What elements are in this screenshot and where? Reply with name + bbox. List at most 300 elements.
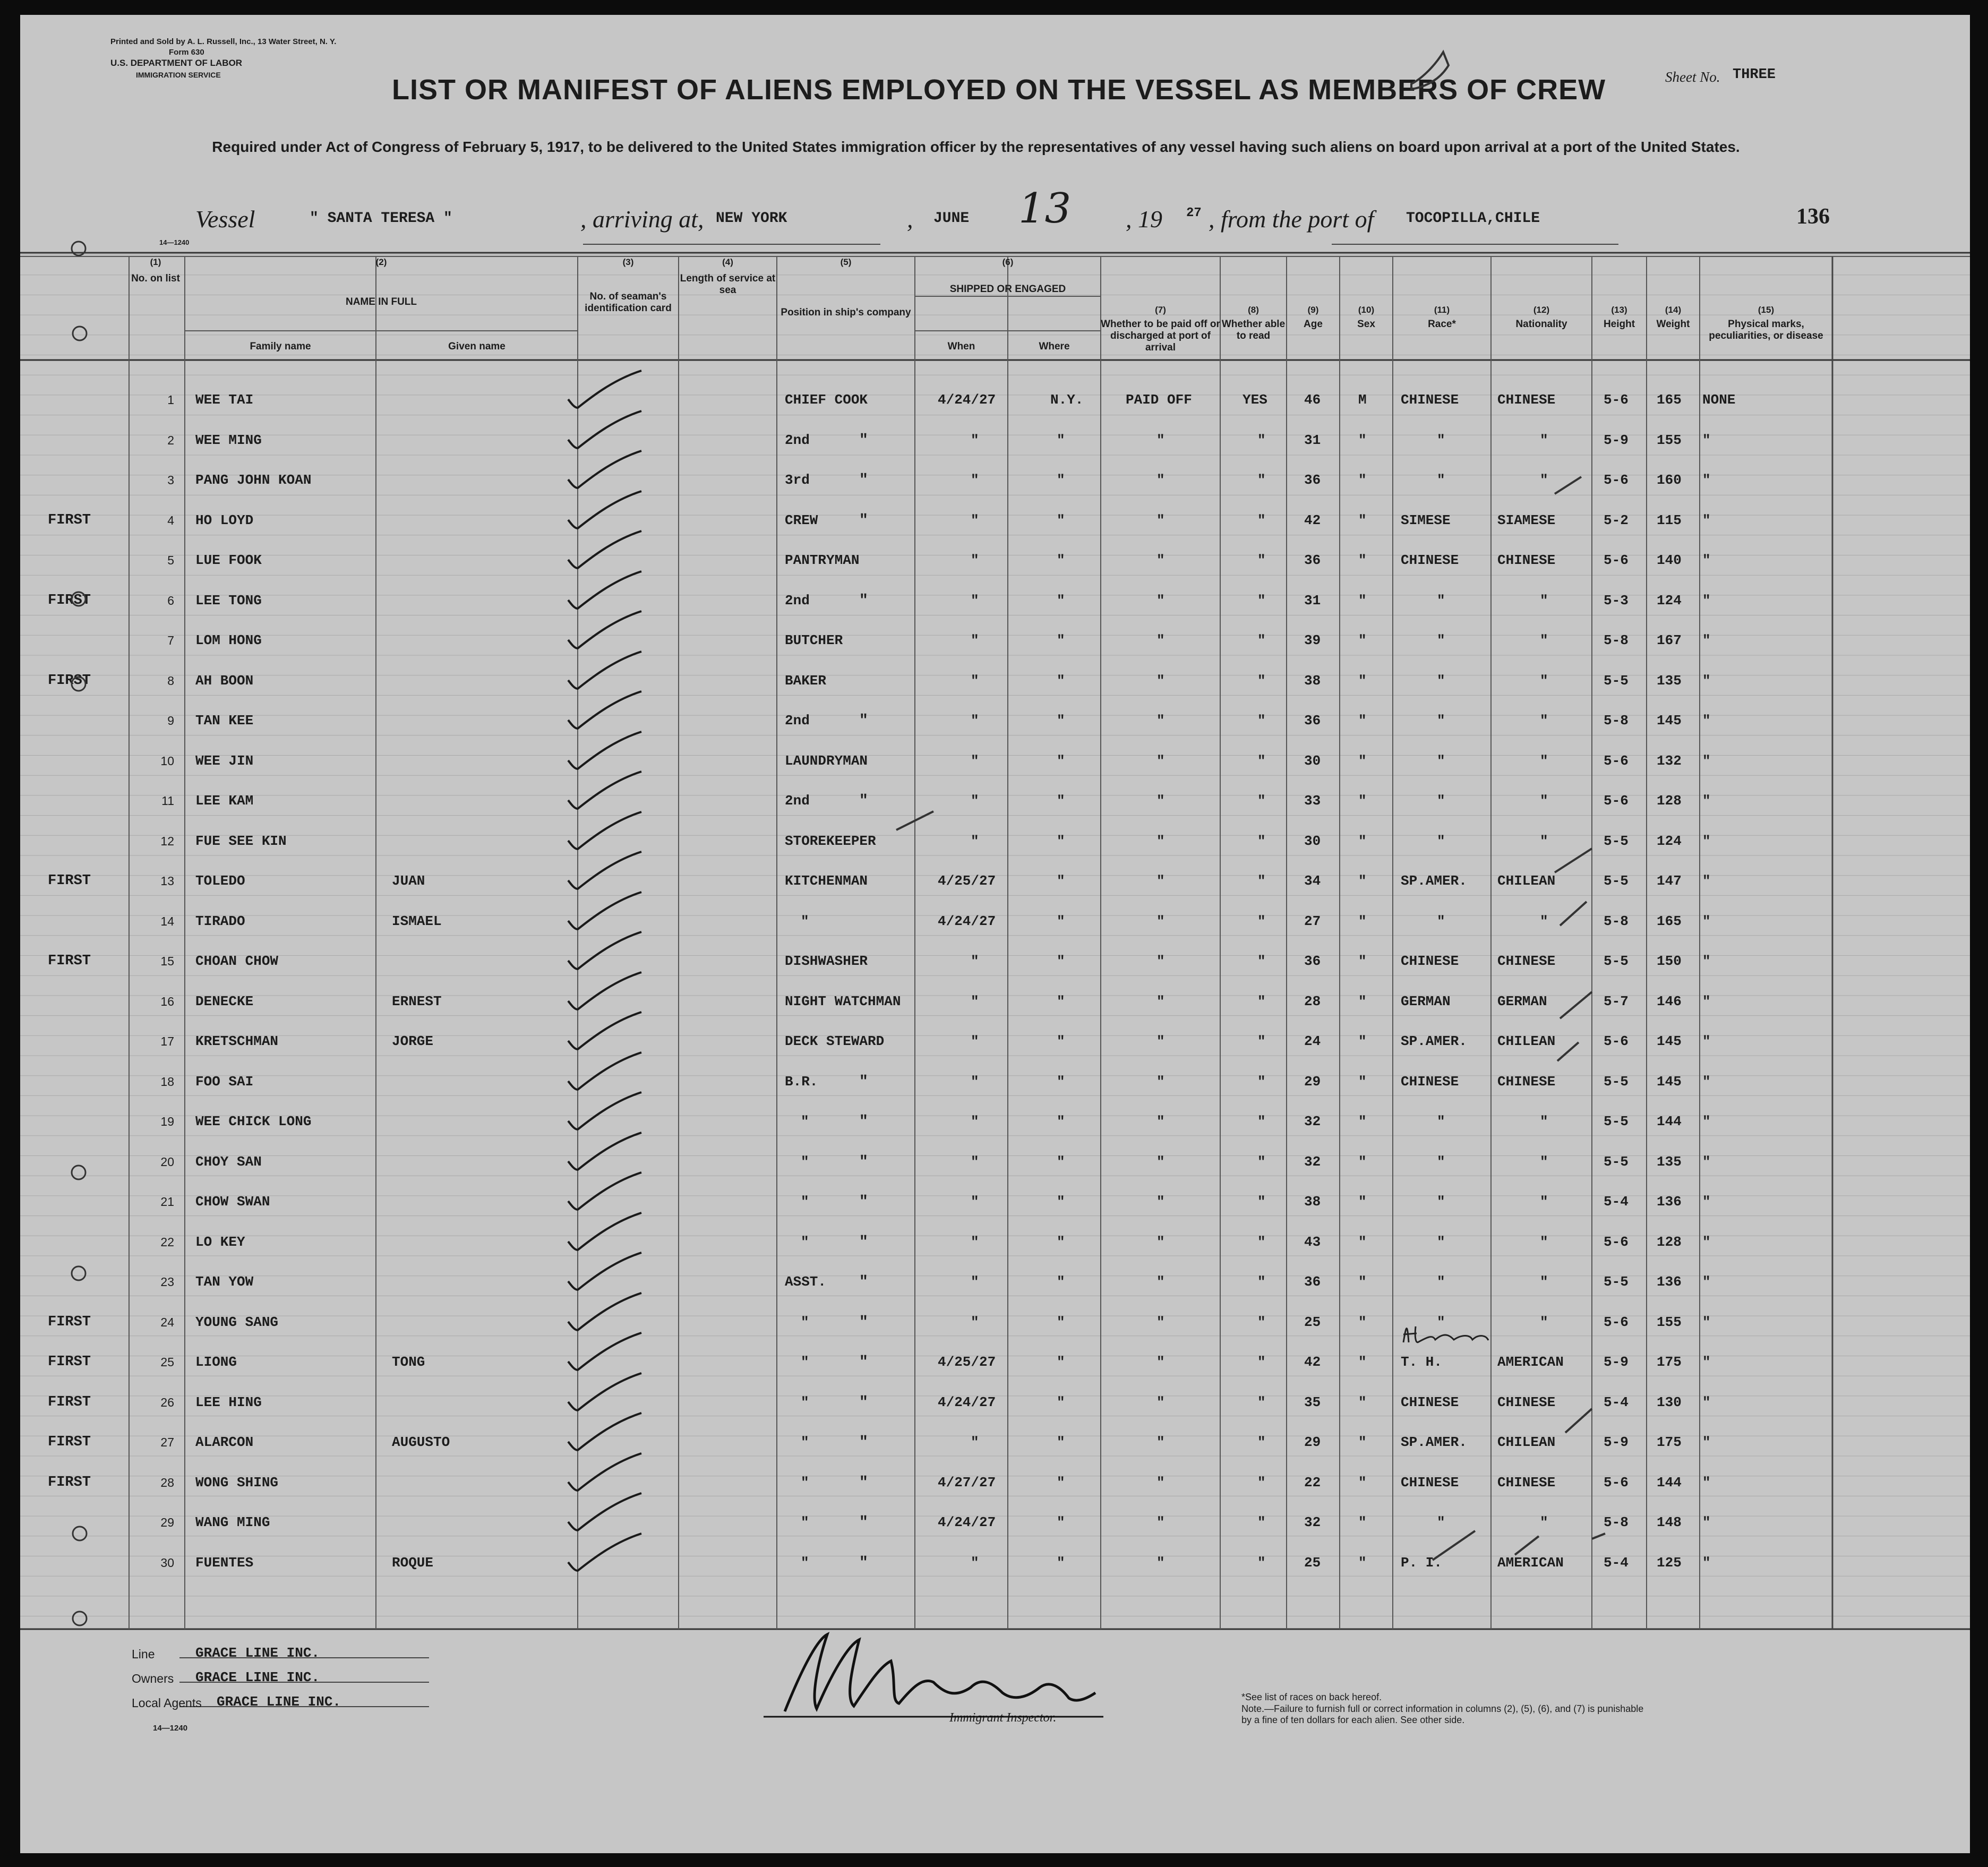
family-name: AH BOON — [195, 672, 254, 689]
position: " — [801, 1354, 809, 1370]
nationality: " — [1540, 1114, 1548, 1129]
position: CREW — [785, 512, 818, 528]
family-name: LEE KAM — [195, 793, 254, 809]
family-name: CHOW SWAN — [195, 1194, 270, 1210]
colhead-where: Where — [1039, 341, 1070, 352]
paid-off: " — [1156, 1514, 1165, 1530]
family-name: FOO SAI — [195, 1073, 254, 1090]
weight: 165 — [1657, 913, 1682, 929]
shipped-when: " — [971, 672, 979, 689]
height: 5-5 — [1604, 1274, 1629, 1290]
nationality: " — [1540, 713, 1548, 729]
margin-note: FIRST — [48, 1394, 91, 1410]
weight: 146 — [1657, 993, 1682, 1009]
form-number: Form 630 — [169, 48, 204, 57]
requirement-text: Required under Act of Congress of February 5, 1917, to be delivered to the United States immigration officer by the representatives of any vessel having such aliens on board upon arrival at a port of the United States. — [212, 139, 1740, 155]
shipped-where: " — [1057, 873, 1065, 889]
colnum-1: (1) — [150, 257, 161, 267]
paid-off: " — [1156, 1234, 1165, 1250]
sex: " — [1358, 432, 1367, 448]
paid-off: " — [1156, 1434, 1165, 1450]
physical-marks: " — [1702, 1114, 1711, 1129]
row-number: 23 — [160, 1275, 174, 1289]
shipped-when: 4/24/27 — [938, 1394, 996, 1410]
age: 36 — [1304, 1274, 1321, 1290]
race: " — [1437, 472, 1445, 488]
given-name: JORGE — [392, 1033, 434, 1049]
paid-off: " — [1156, 1354, 1165, 1370]
paid-off: " — [1156, 472, 1165, 488]
age: 25 — [1304, 1314, 1321, 1330]
given-name: AUGUSTO — [392, 1434, 450, 1450]
height: 5-8 — [1604, 913, 1629, 929]
position: B.R. — [785, 1073, 818, 1090]
shipped-where: N.Y. — [1050, 392, 1084, 408]
age: 24 — [1304, 1033, 1321, 1049]
physical-marks: " — [1702, 1394, 1711, 1410]
shipped-where: " — [1057, 953, 1065, 969]
arrival-day: 13 — [1018, 185, 1072, 233]
inspector-label: Immigrant Inspector. — [949, 1711, 1057, 1725]
age: 31 — [1304, 432, 1321, 448]
shipped-when: 4/24/27 — [938, 392, 996, 408]
shipped-when: " — [971, 1073, 979, 1090]
race: " — [1437, 1114, 1445, 1129]
position: " — [801, 1514, 809, 1530]
physical-marks: " — [1702, 833, 1711, 849]
height: 5-6 — [1604, 472, 1629, 488]
shipped-where: " — [1057, 552, 1065, 568]
shipped-where: " — [1057, 1394, 1065, 1410]
row-number: 29 — [160, 1515, 174, 1529]
sex: " — [1358, 713, 1367, 729]
sex: " — [1358, 1033, 1367, 1049]
family-name: KRETSCHMAN — [195, 1033, 279, 1049]
comma-1: , — [907, 205, 913, 233]
sex: " — [1358, 472, 1367, 488]
nationality: " — [1540, 1314, 1548, 1330]
able-to-read: " — [1257, 1514, 1266, 1530]
shipped-when: " — [971, 993, 979, 1009]
row-number: 5 — [167, 553, 174, 567]
age: 39 — [1304, 632, 1321, 648]
position-ditto: " — [859, 793, 868, 809]
shipped-where: " — [1057, 632, 1065, 648]
physical-marks: " — [1702, 1153, 1711, 1170]
position-ditto: " — [859, 1073, 868, 1090]
position: LAUNDRYMAN — [785, 752, 868, 769]
physical-marks: " — [1702, 1073, 1711, 1090]
age: 27 — [1304, 913, 1321, 929]
shipped-where: " — [1057, 1554, 1065, 1571]
row-number: 12 — [160, 834, 174, 848]
shipped-when: " — [971, 1274, 979, 1290]
sex: " — [1358, 1394, 1367, 1410]
physical-marks: " — [1702, 913, 1711, 929]
family-name: LOM HONG — [195, 632, 262, 648]
shipped-when: 4/27/27 — [938, 1474, 996, 1491]
weight: 155 — [1657, 1314, 1682, 1330]
position-ditto: " — [859, 1434, 868, 1451]
row-number: 11 — [161, 794, 174, 808]
age: 38 — [1304, 1194, 1321, 1210]
row-number: 2 — [167, 433, 174, 447]
shipped-where: " — [1057, 672, 1065, 689]
family-name: WONG SHING — [195, 1474, 279, 1491]
row-number: 25 — [160, 1355, 174, 1369]
physical-marks: " — [1702, 472, 1711, 488]
owners-value: GRACE LINE INC. — [195, 1669, 320, 1685]
shipped-where: " — [1057, 1033, 1065, 1049]
able-to-read: " — [1257, 472, 1266, 488]
colhead-sex: Sex — [1357, 319, 1375, 330]
weight: 145 — [1657, 1073, 1682, 1090]
position: 2nd — [785, 793, 810, 809]
shipped-where: " — [1057, 752, 1065, 769]
colnum-12: (12) — [1533, 305, 1550, 315]
margin-note: FIRST — [48, 512, 91, 528]
row-number: 20 — [160, 1154, 174, 1169]
shipped-when: " — [971, 953, 979, 969]
weight: 140 — [1657, 552, 1682, 568]
arrival-port: NEW YORK — [716, 210, 787, 227]
nationality: " — [1540, 752, 1548, 769]
able-to-read: " — [1257, 552, 1266, 568]
able-to-read: " — [1257, 1314, 1266, 1330]
races-note: *See list of races on back hereof. — [1241, 1692, 1382, 1702]
position: " — [801, 1434, 809, 1450]
colnum-6: (6) — [1002, 257, 1014, 267]
row-number: 17 — [160, 1034, 174, 1048]
age: 36 — [1304, 953, 1321, 969]
family-name: TAN YOW — [195, 1274, 254, 1290]
able-to-read: " — [1257, 1073, 1266, 1090]
weight: 124 — [1657, 592, 1682, 609]
age: 33 — [1304, 793, 1321, 809]
family-name: TIRADO — [195, 913, 245, 929]
position: 3rd — [785, 472, 810, 488]
height: 5-6 — [1604, 1234, 1629, 1250]
shipped-when: " — [971, 632, 979, 648]
race: " — [1437, 752, 1445, 769]
weight: 132 — [1657, 752, 1682, 769]
shipped-where: " — [1057, 1073, 1065, 1090]
colhead-given-name: Given name — [448, 341, 505, 352]
position: " — [801, 1114, 809, 1129]
paid-off: PAID OFF — [1126, 392, 1192, 408]
nationality: CHINESE — [1497, 392, 1556, 408]
colhead-family-name: Family name — [250, 341, 311, 352]
owners-label: Owners — [132, 1672, 174, 1685]
shipped-where: " — [1057, 913, 1065, 929]
race: " — [1437, 1314, 1445, 1330]
nationality: AMERICAN — [1497, 1354, 1564, 1370]
paid-off: " — [1156, 1474, 1165, 1491]
nationality: " — [1540, 632, 1548, 648]
family-name: WEE TAI — [195, 392, 254, 408]
able-to-read: " — [1257, 873, 1266, 889]
paid-off: " — [1156, 1073, 1165, 1090]
row-number: 10 — [160, 753, 174, 768]
nationality: CHINESE — [1497, 1394, 1556, 1410]
race: CHINESE — [1401, 953, 1459, 969]
colhead-position: Position in ship's company — [781, 307, 911, 318]
shipped-where: " — [1057, 512, 1065, 528]
race: " — [1437, 833, 1445, 849]
nationality: CHILEAN — [1497, 1434, 1556, 1450]
height: 5-8 — [1604, 1514, 1629, 1530]
shipped-when: " — [971, 1314, 979, 1330]
colnum-11: (11) — [1434, 305, 1450, 315]
paid-off: " — [1156, 592, 1165, 609]
nationality: CHINESE — [1497, 953, 1556, 969]
weight: 128 — [1657, 793, 1682, 809]
position: 2nd — [785, 592, 810, 609]
weight: 136 — [1657, 1194, 1682, 1210]
family-name: FUE SEE KIN — [195, 833, 287, 849]
shipped-where: " — [1057, 1153, 1065, 1170]
height: 5-3 — [1604, 592, 1629, 609]
able-to-read: " — [1257, 1033, 1266, 1049]
nationality: " — [1540, 1153, 1548, 1170]
sheet-label: Sheet No. — [1665, 69, 1720, 85]
physical-marks: " — [1702, 592, 1711, 609]
shipped-where: " — [1057, 1474, 1065, 1491]
paid-off: " — [1156, 672, 1165, 689]
weight: 144 — [1657, 1114, 1682, 1129]
physical-marks: " — [1702, 1434, 1711, 1450]
able-to-read: YES — [1242, 392, 1267, 408]
height: 5-5 — [1604, 953, 1629, 969]
shipped-when: 4/24/27 — [938, 1514, 996, 1530]
page-number: 136 — [1796, 204, 1830, 229]
family-name: LEE TONG — [195, 592, 262, 609]
sex: " — [1358, 953, 1367, 969]
able-to-read: " — [1257, 1394, 1266, 1410]
nationality: CHINESE — [1497, 1474, 1556, 1491]
shipped-when: 4/25/27 — [938, 1354, 996, 1370]
age: 36 — [1304, 713, 1321, 729]
paid-off: " — [1156, 1554, 1165, 1571]
shipped-when: " — [971, 752, 979, 769]
weight: 145 — [1657, 1033, 1682, 1049]
nationality: " — [1540, 592, 1548, 609]
race: CHINESE — [1401, 392, 1459, 408]
colnum-8: (8) — [1248, 305, 1259, 315]
height: 5-5 — [1604, 1073, 1629, 1090]
colhead-id-card: No. of seaman's identification card — [585, 291, 672, 314]
race: CHINESE — [1401, 1394, 1459, 1410]
weight: 135 — [1657, 672, 1682, 689]
colnum-13: (13) — [1611, 305, 1627, 315]
printer-line: Printed and Sold by A. L. Russell, Inc., 13 Water Street, N. Y. — [110, 37, 337, 46]
weight: 160 — [1657, 472, 1682, 488]
shipped-when: " — [971, 1234, 979, 1250]
colhead-age: Age — [1304, 319, 1323, 330]
paid-off: " — [1156, 1194, 1165, 1210]
row-number: 18 — [160, 1074, 174, 1089]
physical-marks: " — [1702, 793, 1711, 809]
height: 5-4 — [1604, 1194, 1629, 1210]
age: 30 — [1304, 833, 1321, 849]
margin-note: FIRST — [48, 1354, 91, 1370]
margin-note: FIRST — [48, 873, 91, 889]
position: ASST. — [785, 1274, 827, 1290]
sex: " — [1358, 592, 1367, 609]
able-to-read: " — [1257, 672, 1266, 689]
race: SIMESE — [1401, 512, 1451, 528]
age: 38 — [1304, 672, 1321, 689]
age: 29 — [1304, 1073, 1321, 1090]
nationality: " — [1540, 1194, 1548, 1210]
shipped-where: " — [1057, 793, 1065, 809]
physical-marks: " — [1702, 432, 1711, 448]
able-to-read: " — [1257, 793, 1266, 809]
vessel-label: Vessel — [195, 205, 255, 233]
colhead-length-service: Length of service at sea — [680, 273, 776, 296]
weight: 165 — [1657, 392, 1682, 408]
able-to-read: " — [1257, 1474, 1266, 1491]
sex: " — [1358, 1073, 1367, 1090]
race: T. H. — [1401, 1354, 1443, 1370]
race: " — [1437, 672, 1445, 689]
shipped-where: " — [1057, 993, 1065, 1009]
position: " — [801, 1474, 809, 1491]
age: 22 — [1304, 1474, 1321, 1491]
height: 5-6 — [1604, 1474, 1629, 1491]
paid-off: " — [1156, 552, 1165, 568]
position: " — [801, 1394, 809, 1410]
family-name: WEE JIN — [195, 752, 254, 769]
position: PANTRYMAN — [785, 552, 860, 568]
paid-off: " — [1156, 713, 1165, 729]
paid-off: " — [1156, 833, 1165, 849]
race: SP.AMER. — [1401, 873, 1467, 889]
physical-marks: " — [1702, 1514, 1711, 1530]
sex: " — [1358, 672, 1367, 689]
sex: " — [1358, 993, 1367, 1009]
colhead-shipped: SHIPPED OR ENGAGED — [949, 284, 1066, 295]
physical-marks: " — [1702, 672, 1711, 689]
able-to-read: " — [1257, 1153, 1266, 1170]
row-number: 16 — [160, 994, 174, 1008]
physical-marks: " — [1702, 1314, 1711, 1330]
colnum-4: (4) — [722, 257, 733, 267]
race: " — [1437, 1153, 1445, 1170]
race: " — [1437, 592, 1445, 609]
physical-marks: " — [1702, 1274, 1711, 1290]
able-to-read: " — [1257, 713, 1266, 729]
from-port-label: , from the port of — [1209, 205, 1374, 233]
physical-marks: " — [1702, 632, 1711, 648]
sex: " — [1358, 1514, 1367, 1530]
row-number: 27 — [160, 1435, 174, 1449]
race: SP.AMER. — [1401, 1434, 1467, 1450]
height: 5-6 — [1604, 552, 1629, 568]
position: DISHWASHER — [785, 953, 868, 969]
weight: 124 — [1657, 833, 1682, 849]
shipped-when: " — [971, 1194, 979, 1210]
given-name: TONG — [392, 1354, 425, 1370]
shipped-when: " — [971, 833, 979, 849]
colnum-7: (7) — [1155, 305, 1166, 315]
able-to-read: " — [1257, 1274, 1266, 1290]
row-number: 24 — [160, 1315, 174, 1329]
position: 2nd — [785, 432, 810, 448]
row-number: 19 — [160, 1115, 174, 1128]
physical-marks: " — [1702, 1033, 1711, 1049]
weight: 130 — [1657, 1394, 1682, 1410]
sex: " — [1358, 833, 1367, 849]
agents-value: GRACE LINE INC. — [217, 1694, 341, 1710]
age: 42 — [1304, 1354, 1321, 1370]
colnum-9: (9) — [1307, 305, 1319, 315]
race: " — [1437, 432, 1445, 448]
nationality: AMERICAN — [1497, 1554, 1564, 1571]
weight: 175 — [1657, 1434, 1682, 1450]
able-to-read: " — [1257, 913, 1266, 929]
nationality: " — [1540, 1514, 1548, 1530]
colnum-15: (15) — [1758, 305, 1775, 315]
nationality: CHILEAN — [1497, 873, 1556, 889]
paid-off: " — [1156, 632, 1165, 648]
race: " — [1437, 1194, 1445, 1210]
height: 5-6 — [1604, 793, 1629, 809]
shipped-where: " — [1057, 1354, 1065, 1370]
shipped-when: " — [971, 1114, 979, 1129]
family-name: WANG MING — [195, 1514, 270, 1530]
arriving-label: , arriving at, — [580, 205, 704, 233]
row-number: 14 — [160, 914, 174, 928]
shipped-when: 4/24/27 — [938, 913, 996, 929]
position-ditto: " — [859, 512, 868, 529]
height: 5-4 — [1604, 1554, 1629, 1571]
margin-note: FIRST — [48, 1314, 91, 1330]
weight: 155 — [1657, 432, 1682, 448]
shipped-when: " — [971, 512, 979, 528]
race: " — [1437, 713, 1445, 729]
physical-marks: " — [1702, 953, 1711, 969]
sheet-number: THREE — [1733, 67, 1776, 83]
position-ditto: " — [859, 1234, 868, 1251]
physical-marks: " — [1702, 512, 1711, 528]
family-name: FUENTES — [195, 1554, 254, 1571]
paid-off: " — [1156, 1033, 1165, 1049]
given-name: ISMAEL — [392, 913, 442, 929]
position: " — [801, 1314, 809, 1330]
weight: 128 — [1657, 1234, 1682, 1250]
family-name: TAN KEE — [195, 713, 254, 729]
race: CHINESE — [1401, 1474, 1459, 1491]
margin-note: FIRST — [48, 953, 91, 969]
colhead-paid-off: Whether to be paid off or discharged at port of arrival — [1101, 319, 1220, 353]
nationality: " — [1540, 833, 1548, 849]
race: GERMAN — [1401, 993, 1451, 1009]
nationality: " — [1540, 793, 1548, 809]
able-to-read: " — [1257, 1114, 1266, 1129]
able-to-read: " — [1257, 512, 1266, 528]
row-number: 9 — [167, 714, 174, 727]
row-number: 6 — [167, 593, 174, 607]
form-code-bottom: 14—1240 — [153, 1724, 188, 1733]
weight: 145 — [1657, 713, 1682, 729]
position: " — [801, 1554, 809, 1571]
colnum-3: (3) — [622, 257, 634, 267]
paid-off: " — [1156, 953, 1165, 969]
sex: " — [1358, 552, 1367, 568]
weight: 144 — [1657, 1474, 1682, 1491]
age: 31 — [1304, 592, 1321, 609]
